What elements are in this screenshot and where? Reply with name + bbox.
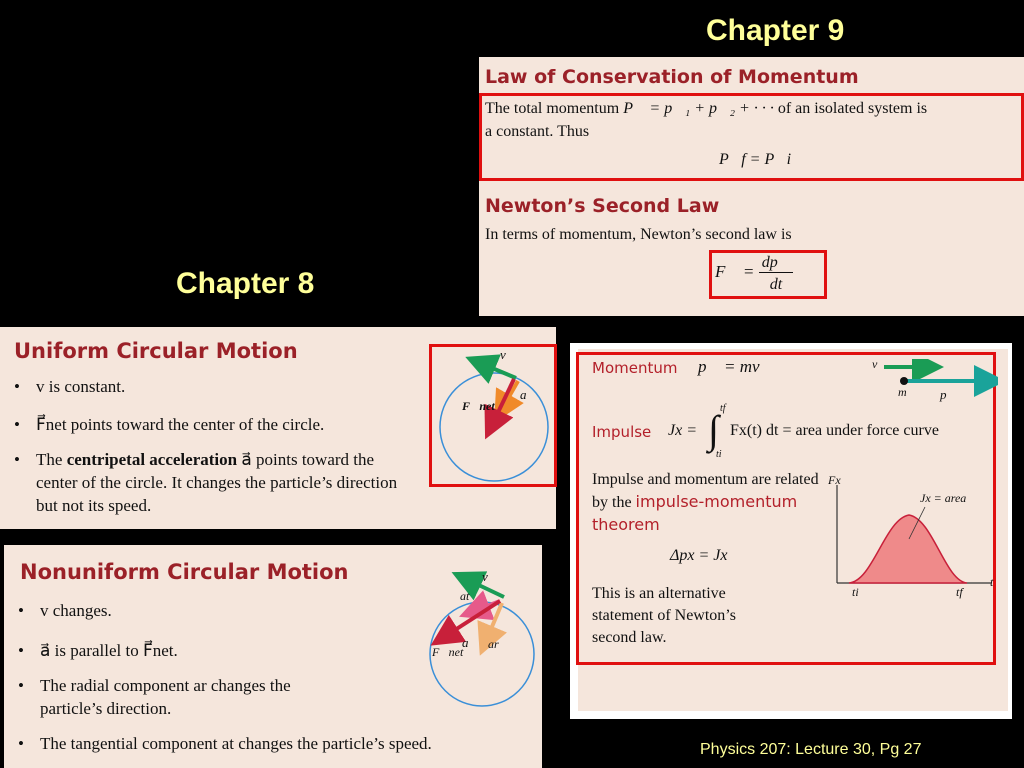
momentum-law-panel — [479, 57, 1024, 316]
velocity-arrow — [480, 363, 516, 378]
uniform-v-label: v⃗ — [500, 347, 516, 362]
nonuniform-a-label: a⃗ — [462, 635, 479, 650]
momentum-sum-equation: P⃗ = p⃗₁ + p⃗₂ + · · · — [623, 100, 774, 117]
nonuniform-fnet-label: F⃗net — [432, 645, 464, 659]
uniform-circle-diagram — [432, 347, 554, 484]
nonuniform-bullet-3: • The radial component ar changes the particle’s direction. — [18, 674, 350, 720]
uniform-bullet-3: • The centripetal acceleration a⃗ points toward the center of the circle. It changes the particle’s direction but not its speed. — [14, 448, 414, 517]
uniform-circular-panel — [0, 327, 556, 529]
nonuniform-at-label: at — [460, 589, 470, 603]
nonuniform-circular-panel — [4, 545, 542, 768]
integral-sign: ∫ — [708, 407, 719, 452]
impulse-label: Impulse — [592, 423, 652, 441]
nonuniform-bullet-2: • a⃗ is parallel to F⃗net. — [18, 639, 538, 662]
momentum-law-heading: Law of Conservation of Momentum — [485, 66, 859, 88]
graph-area-label: Jx = area — [920, 491, 967, 505]
chapter-8-title: Chapter 8 — [176, 267, 315, 300]
uniform-circular-heading: Uniform Circular Motion — [14, 339, 298, 363]
alternative-statement-text: This is an alternative statement of Newton’s second law. — [592, 585, 736, 646]
impulse-relation-text: Impulse and momentum are related by the impulse-momentum theorem — [592, 471, 819, 534]
newton-second-law-text: In terms of momentum, Newton’s second law is — [485, 226, 792, 243]
impulse-equation-lhs: Jx = — [668, 422, 697, 439]
uniform-bullet-1: • v is constant. — [14, 375, 414, 398]
graph-ti-label: ti — [852, 585, 859, 599]
force-curve-area — [849, 515, 967, 583]
newton-equation-lhs: F⃗ = — [715, 262, 755, 281]
net-force-arrow — [492, 379, 514, 425]
impulse-equation-rhs: Fx(t) dt = area under force curve — [730, 422, 939, 439]
mass-dot — [900, 377, 908, 385]
momentum-law-line2: a constant. Thus — [485, 123, 590, 140]
nonuniform-circle-diagram — [420, 569, 540, 709]
nonuniform-v-label: v⃗ — [482, 569, 498, 584]
momentum-law-line1-pre: The total momentum — [485, 100, 624, 117]
momentum-vectors-diagram — [870, 359, 998, 401]
momentum-law-line1 — [485, 100, 927, 118]
newton-second-law-heading: Newton’s Second Law — [485, 195, 720, 217]
uniform-a-label: a⃗ — [520, 387, 537, 402]
nonuniform-bullet-4: • The tangential component at changes the particle’s speed. — [18, 732, 538, 755]
graph-tf-label: tf — [956, 585, 963, 599]
newton-equation-denominator: dt — [769, 276, 783, 293]
nonuniform-circular-heading: Nonuniform Circular Motion — [20, 560, 349, 584]
graph-t-axis-label: t — [990, 575, 994, 589]
force-curve-graph — [825, 471, 997, 603]
momentum-equation: p⃗ = mv⃗ — [698, 357, 773, 376]
momentum-v-label: v⃗ — [872, 357, 887, 371]
integral-lower-limit: ti — [716, 449, 722, 460]
uniform-bullet-2: • F⃗net points toward the center of the circle. — [14, 413, 414, 436]
uniform-bullets — [14, 375, 414, 517]
nonuniform-ar-label: ar — [488, 637, 499, 651]
chapter-9-title: Chapter 9 — [706, 14, 845, 47]
uniform-fnet-label: F⃗net — [462, 399, 495, 413]
slide-footer: Physics 207: Lecture 30, Pg 27 — [700, 741, 922, 758]
graph-y-label: Fx — [828, 473, 841, 487]
nonuniform-bullet-1: • v changes. — [18, 599, 538, 622]
momentum-m-label: m — [898, 385, 907, 399]
momentum-p-label: p⃗ — [940, 387, 957, 402]
integral-upper-limit: tf — [720, 403, 726, 414]
momentum-label: Momentum — [592, 359, 678, 377]
momentum-law-line1-post: of an isolated system is — [773, 100, 928, 117]
impulse-outer-frame — [570, 343, 1012, 719]
impulse-momentum-theorem: Δpx = Jx — [670, 547, 728, 564]
newton-equation-numerator: dp⃗ — [759, 254, 793, 273]
momentum-conservation-equation: P⃗f = P⃗i — [719, 151, 792, 168]
